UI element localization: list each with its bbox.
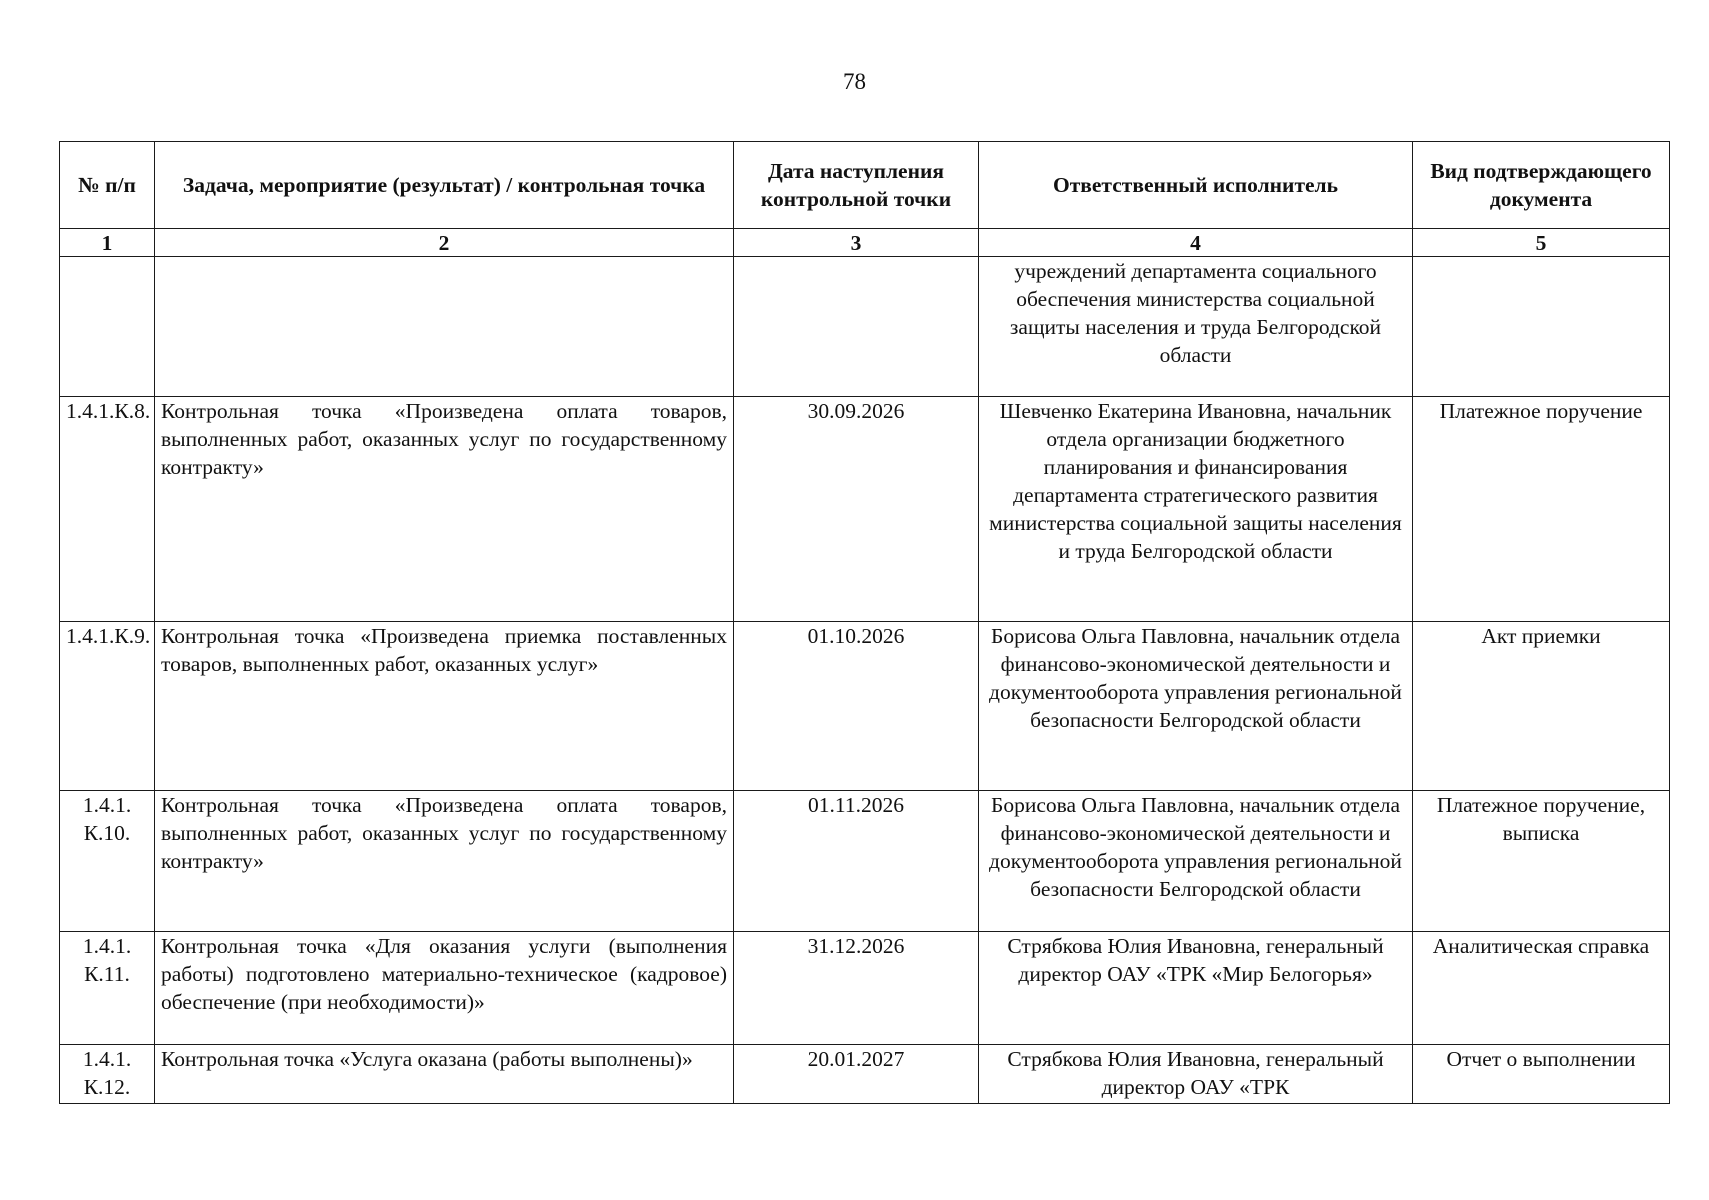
table-row — [60, 932, 1670, 1045]
row-task — [155, 257, 734, 397]
row-task: Контрольная точка «Произведена оплата товаров, выполненных работ, оказанных услуг по государственному контракту» — [155, 791, 734, 932]
control-points-table — [59, 141, 1670, 1104]
row-executor: учреждений департамента социального обеспечения министерства социальной защиты населения и труда Белгородской области — [979, 257, 1413, 397]
row-date — [734, 257, 979, 397]
row-document: Отчет о выполнении — [1413, 1045, 1670, 1104]
row-document — [1413, 257, 1670, 397]
row-task: Контрольная точка «Произведена приемка поставленных товаров, выполненных работ, оказанных услуг» — [155, 622, 734, 791]
column-number: 3 — [734, 229, 979, 257]
row-executor: Борисова Ольга Павловна, начальник отдела финансово-экономической деятельности и документооборота управления региональной безопасности Белгородской области — [979, 622, 1413, 791]
row-executor: Стрябкова Юлия Ивановна, генеральный директор ОАУ «ТРК — [979, 1045, 1413, 1104]
table-header-row — [60, 142, 1670, 229]
column-number: 5 — [1413, 229, 1670, 257]
row-task: Контрольная точка «Услуга оказана (работы выполнены)» — [155, 1045, 734, 1104]
row-document: Платежное поручение, выписка — [1413, 791, 1670, 932]
row-date: 31.12.2026 — [734, 932, 979, 1045]
row-date: 01.10.2026 — [734, 622, 979, 791]
column-number: 2 — [155, 229, 734, 257]
row-executor: Стрябкова Юлия Ивановна, генеральный директор ОАУ «ТРК «Мир Белогорья» — [979, 932, 1413, 1045]
row-number: 1.4.1. К.11. — [60, 932, 155, 1045]
row-number: 1.4.1. К.12. — [60, 1045, 155, 1104]
column-header-document: Вид подтверждающего документа — [1413, 142, 1670, 229]
table-row — [60, 1045, 1670, 1104]
column-number: 4 — [979, 229, 1413, 257]
row-number — [60, 257, 155, 397]
column-numbers-row — [60, 229, 1670, 257]
page-number: 78 — [843, 69, 866, 94]
column-header-task: Задача, мероприятие (результат) / контрольная точка — [155, 142, 734, 229]
row-executor: Борисова Ольга Павловна, начальник отдела финансово-экономической деятельности и документооборота управления региональной безопасности Белгородской области — [979, 791, 1413, 932]
row-date: 20.01.2027 — [734, 1045, 979, 1104]
row-number: 1.4.1.К.8. — [60, 397, 155, 622]
row-task: Контрольная точка «Для оказания услуги (выполнения работы) подготовлено материально-техническое (кадровое) обеспечение (при необходимости)» — [155, 932, 734, 1045]
row-task: Контрольная точка «Произведена оплата товаров, выполненных работ, оказанных услуг по государственному контракту» — [155, 397, 734, 622]
row-number: 1.4.1. К.10. — [60, 791, 155, 932]
table-row — [60, 397, 1670, 622]
column-header-executor: Ответственный исполнитель — [979, 142, 1413, 229]
row-number: 1.4.1.К.9. — [60, 622, 155, 791]
table-row — [60, 622, 1670, 791]
row-executor: Шевченко Екатерина Ивановна, начальник отдела организации бюджетного планирования и финансирования департамента стратегического развития министерства социальной защиты населения и труда Белгородской области — [979, 397, 1413, 622]
row-document: Аналитическая справка — [1413, 932, 1670, 1045]
table-row — [60, 791, 1670, 932]
table-row — [60, 257, 1670, 397]
column-number: 1 — [60, 229, 155, 257]
column-header-date: Дата наступления контрольной точки — [734, 142, 979, 229]
row-date: 01.11.2026 — [734, 791, 979, 932]
row-date: 30.09.2026 — [734, 397, 979, 622]
row-document: Платежное поручение — [1413, 397, 1670, 622]
row-document: Акт приемки — [1413, 622, 1670, 791]
column-header-number: № п/п — [60, 142, 155, 229]
